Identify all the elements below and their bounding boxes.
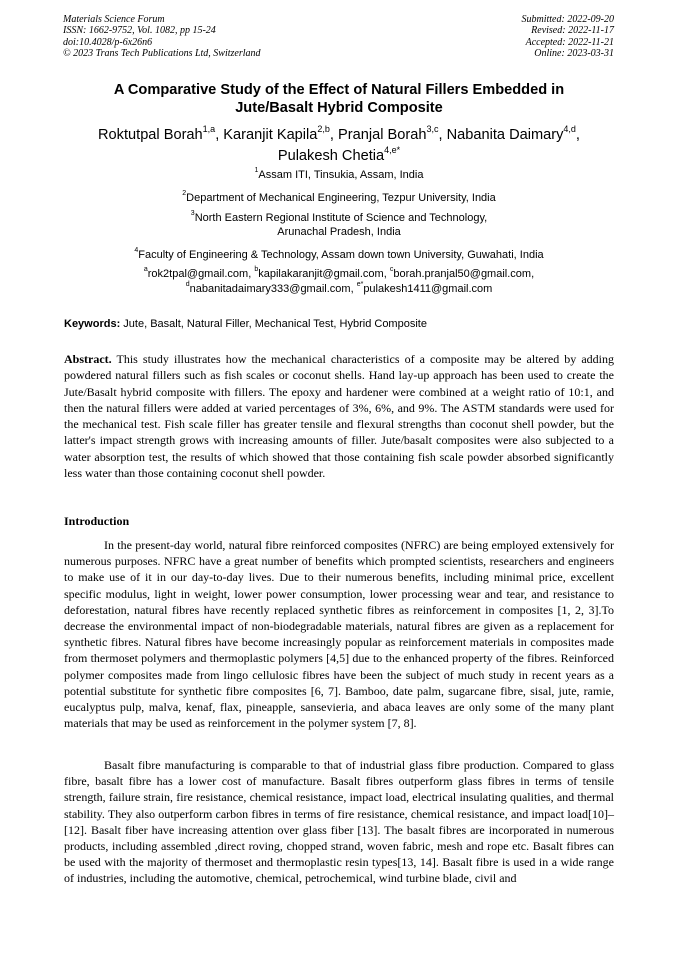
author-name: Karanjit Kapila [223, 127, 318, 143]
author-list [40, 125, 638, 167]
author-sup: 4,e* [384, 145, 401, 156]
title-line-1: A Comparative Study of the Effect of Natural Fillers Embedded in [113, 82, 565, 98]
introduction-paragraph-2: Basalt fibre manufacturing is comparable to that of industrial glass fibre production. Compared to glass fibre, basalt fibre has a lower cost of manufacture. Basalt fibres outperform glass fibres in terms of tensile strength, failure strain, fire resistance, chemical resistance, impact load, electrical insulating qualities, and thermal stability. They also outperform carbon fibres in terms of fire resistance, chemical resistance, and impact load[10]–[12]. Basalt fiber have increasing attention over glass fiber [13]. The basalt fibres are incorporated in numerous products, including assembled ,direct roving, chopped strand, woven fabric, mesh and rope etc. Basalt fibres can be used with the majority of thermoset and thermoplastic resin types[13, 14]. Basalt fibre is used in a wide range of industries, including the automotive, chemical, petrochemical, wind turbine blade, civil and [64, 758, 614, 886]
affiliation-sup: 1 [254, 167, 259, 175]
email-link: rok2tpal@gmail.com, [147, 268, 255, 280]
email-link: borah.pranjal50@gmail.com, [393, 268, 535, 280]
affiliation-2 [40, 191, 638, 205]
affiliation-3 [40, 211, 638, 239]
affiliation-sup: 4 [134, 247, 139, 255]
affiliation-sup: 2 [182, 190, 187, 198]
affiliation-1 [40, 168, 638, 182]
author-emails [40, 267, 638, 296]
email-link: nabanitadaimary333@gmail.com, [189, 282, 357, 295]
affiliation-text: Department of Mechanical Engineering, Tezpur University, India [186, 192, 496, 204]
author-sep: , [575, 127, 580, 143]
author-sup: 2,b [317, 124, 330, 135]
author-name: Roktutpal Borah [98, 127, 203, 143]
keywords-label: Keywords: [64, 318, 121, 330]
affiliation-text: Assam ITI, Tinsukia, Assam, India [258, 169, 424, 181]
author-line-2 [40, 146, 638, 167]
author-sup: 1,a [202, 124, 216, 135]
affiliation-sup: 3 [190, 210, 195, 218]
email-sup: b [254, 266, 259, 274]
date-online: Online: 2023-03-31 [534, 47, 614, 59]
date-revised: Revised: 2022-11-17 [531, 25, 614, 37]
section-heading-introduction: Introduction [64, 514, 130, 528]
keywords-text: Jute, Basalt, Natural Filler, Mechanical Test, Hybrid Composite [120, 318, 427, 330]
abstract [64, 351, 614, 481]
email-sup: e* [356, 280, 364, 288]
journal-copyright: © 2023 Trans Tech Publications Ltd, Switzerland [63, 47, 261, 59]
date-submitted: Submitted: 2022-09-20 [521, 14, 614, 25]
abstract-text: This study illustrates how the mechanical characteristics of a composite may be altered by adding powdered natural fillers such as fish scales or coconut shells. Hand lay-up approach has been used to create the Jute/Basalt hybrid composite with fillers. The epoxy and hardener were combined at a weight ratio of 10:1, and then the natural fillers were added at varied percentages of 3%, 6%, and 9%. The ASTM standards were used for the mechanical test. Fish scale filler has greater tensile and flexural strengths than coconut shell powder, but the latter's impact strength grows with increasing amounts of filler. Jute/basalt composites were also subjected to a water absorption test, the results of which showed that those containing fish scale powder absorbed significantly less water than those containing coconut shell powder. [64, 352, 614, 481]
date-accepted: Accepted: 2022-11-21 [525, 36, 614, 48]
affiliation-text-line2: Arunachal Pradesh, India [277, 226, 401, 238]
author-sup: 3,c [426, 124, 439, 135]
paper-title [40, 81, 638, 117]
author-line-1 [40, 125, 638, 146]
affiliation-text: Faculty of Engineering & Technology, Assam down town University, Guwahati, India [138, 249, 544, 261]
affiliation-4 [40, 248, 638, 262]
author-name: Pranjal Borah [338, 127, 427, 143]
email-sup: c [389, 266, 394, 274]
author-name: Pulakesh Chetia [277, 148, 385, 164]
author-sep: , [329, 127, 339, 143]
title-line-2: Jute/Basalt Hybrid Composite [235, 100, 443, 116]
journal-info [63, 14, 261, 59]
publication-dates [522, 14, 615, 59]
author-sup: 4,d [563, 124, 576, 135]
email-link: kapilakaranjit@gmail.com, [258, 268, 390, 280]
journal-doi: doi:10.4028/p-6x26n6 [63, 36, 153, 48]
author-name: Nabanita Daimary [446, 127, 564, 143]
introduction-paragraph-1: In the present-day world, natural fibre reinforced composites (NFRC) are being employed extensively for numerous purposes. NFRC have a great number of benefits which prompted scientists, researchers and engineers to make use of it in our day-to-day lives. Due to their numerous benefits, including minimal price, excellent specific modulus, light in weight, lower power consumption, lower processing wear and tear, and resistance to deforestation, natural fibres have recently replaced synthetic fibres as reinforcement in composites [1, 2, 3].To decrease the environmental impact of non-biodegradable materials, natural fibres are given as a replacement for synthetic fibres. Natural fibres have become increasingly popular as reinforcement materials in composites made from thermoset polymers and thermoplastic polymers [4,5] due to the enhanced property of the fibres. Reinforced polymer composites made from lingo cellulosic fibres have been the subject of much study in recent years as a potential substitute for synthetic fibre composites [6, 7]. Bamboo, date palm, sugarcane fibre, sisal, jute, ramie, eucalyptus pulp, malva, kenaf, flax, pineapple, sansevieria, and abaca leaves are only some of the many plant materials that may be used as reinforcement in the polymer system [7, 8]. [64, 538, 614, 731]
email-link: pulakesh1411@gmail.com [363, 282, 493, 295]
email-sup: a [143, 266, 148, 274]
journal-issn: ISSN: 1662-9752, Vol. 1082, pp 15-24 [63, 25, 216, 37]
author-sep: , [215, 127, 224, 143]
abstract-label: Abstract. [64, 352, 112, 366]
affiliation-text: North Eastern Regional Institute of Science and Technology, [194, 212, 488, 224]
author-sep: , [438, 127, 447, 143]
email-sup: d [185, 280, 190, 288]
journal-name: Materials Science Forum [63, 14, 165, 25]
keywords [64, 317, 614, 331]
